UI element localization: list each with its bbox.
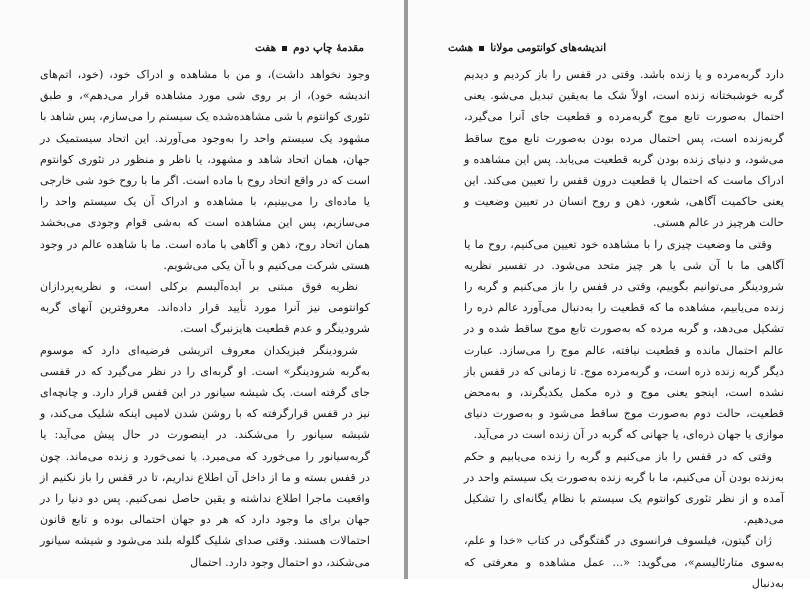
left-page: [0, 0, 404, 579]
right-running-head-title: اندیشه‌های کوانتومی مولانا: [490, 42, 607, 54]
paragraph: وجود نخواهد داشت)، و من با مشاهده و ادراک خود، (خود، اتم‌های اندیشه خود)، از بر روی شی مورد مشاهده قرار می‌دهم»، و طبق تئوری کوانتوم با شی مشاهده‌شده یک سیستم را می‌سازم، پس شاهد با مشهود یک سیستم واحد را به‌وجود می‌آورند. این اتحاد سیستمیک در جهان، همان اتحاد شاهد و مشهود، یا ناظر و منظور در تئوری کوانتوم است که در واقع اتحاد روح با ماده است. اگر ما با روح خود شی خارجی یا ماده‌ای را می‌بینیم، با مشاهده و ادراک آن یک سیستم واحد را می‌سازیم، پس این مشاهده است که به‌شی قوام وجودی می‌بخشد همان اتحاد روح، ذهن و آگاهی با ماده است. ما با شاهده عالم در وجود هستی شرکت می‌کنیم و با آن یکی می‌شویم.: [40, 68, 370, 272]
paragraph: شرودینگر فیزیکدان معروف اتریشی فرضیه‌ای دارد که موسوم به‌گربه شرودینگر» است. او گربه‌ای را در نظر می‌گیرد که در قفسی جای گرفته است. یک شیشه سیانور در این قفس قرار دارد. و چانچه‌ای نیز در قفس قرارگرفته که با روشن شدن لامپی اینکه شلیک می‌کند، و شیشه سیانور را می‌شکند. در اینصورت در حال پیش می‌آید: یا گربه‌سیانور را می‌خورد که می‌میرد. یا نمی‌خورد و زنده می‌ماند. چون در قفس بسته و ما از داخل آن اطلاع نداریم، تا در قفس را باز نکنیم از واقعیت ماجرا اطلاع نداشته و یقین حاصل نمی‌کنیم. پس دو دنیا را در جهان برای ما وجود دارد که هر دو جهان احتمالی بوده و تابع قانون احتمالات هستند. وقتی صدای شلیک گلوله بلند می‌شود و شیشه سیانور می‌شکند، دو احتمال وجود دارد. احتمال: [40, 343, 370, 569]
right-body-text: [464, 64, 784, 594]
left-running-head-title: مقدمهٔ چاپ دوم: [293, 42, 364, 54]
left-body-text: [40, 64, 370, 573]
left-running-head: [62, 40, 364, 56]
right-page-number: هشت: [448, 42, 474, 54]
square-bullet-icon: [479, 46, 484, 51]
paragraph: دارد گربه‌مرده و یا زنده باشد. وقتی در قفس را باز کردیم و دیدیم گربه خوشبختانه زنده است، اولاً شک ما به‌یقین تبدیل می‌شو. یعنی احتمال به‌صورت تابع موج گربه‌مرده و قطعیت جای آنرا می‌گیرد، گربه‌زنده است، پس احتمال مرده بودن به‌صورت تابع موج ساقط می‌شود، و دنیای زنده بودن گربه قطعیت می‌یابد. پس این مشاهده و ادراک ماست که احتمال یا قطعیت درون قفس را تعیین می‌کند. این یعنی حاکمیت آگاهی، شعور، ذهن و روح انسان در تعیین وضعیت و حالت هرچیز در عالم هستی.: [464, 68, 784, 230]
right-page: [408, 0, 810, 590]
square-bullet-icon: [282, 46, 287, 51]
paragraph: ژان گیتون، فیلسوف فرانسوی در گفتگوگی در کتاب «خدا و علم، به‌سوی متارئالیسم»، می‌گوید: «... عمل مشاهده و معرفتی که به‌دنبال: [464, 534, 784, 590]
paragraph: نظریه فوق مبتنی بر ایده‌آلیسم برکلی است، و نظریه‌پردازان کوانتومی نیز آنرا مورد تأیید قرار داده‌اند. معروفترین آنهای گربه شرودینگر و عدم قطعیت هایزنبرگ است.: [40, 280, 370, 336]
right-running-head: [448, 40, 748, 56]
paragraph: وقتی ما وضعیت چیزی را با مشاهده خود تعیین می‌کنیم، روح ما یا آگاهی ما با آن شی یا هر چیز متحد می‌شود. در تفسیر نظریه شرودینگر می‌توانیم بگوییم، وقتی در قفس را باز می‌کنیم و گربه را زنده می‌یابیم، مشاهده ما که قطعیت را به‌دنبال می‌آورد عالم ذره را تشکیل می‌دهد، و گربه مرده که به‌صورت تابع موج ساقط شده و در عالم احتمال مانده و قطعیت نیافته، عالم موج را می‌سازد. عبارت دیگر گربه زنده ذره است، و گربه‌مرده موج. تا زمانی که در قفس باز نشده است، اینجو یعنی موج و ذره مکمل یکدیگرند، و به‌محض قطعیت، حالت دوم به‌صورت موج ساقط می‌شود و به‌صورت دنیای موازی یا جهان ذره‌ای، یا جهانی که گربه در آن زنده است در می‌آید.: [464, 237, 784, 442]
left-page-number: هفت: [254, 42, 277, 54]
paragraph: وقتی که در قفس را باز می‌کنیم و گربه را زنده می‌یابیم و حکم به‌زنده بودن آن می‌کنیم، ما با گربه زنده به‌صورت یک سیستم واحد در آمده و از نظر تئوری کوانتوم یک سیستم با نظام یگانه‌ای را تشکیل می‌دهیم.: [464, 449, 784, 527]
